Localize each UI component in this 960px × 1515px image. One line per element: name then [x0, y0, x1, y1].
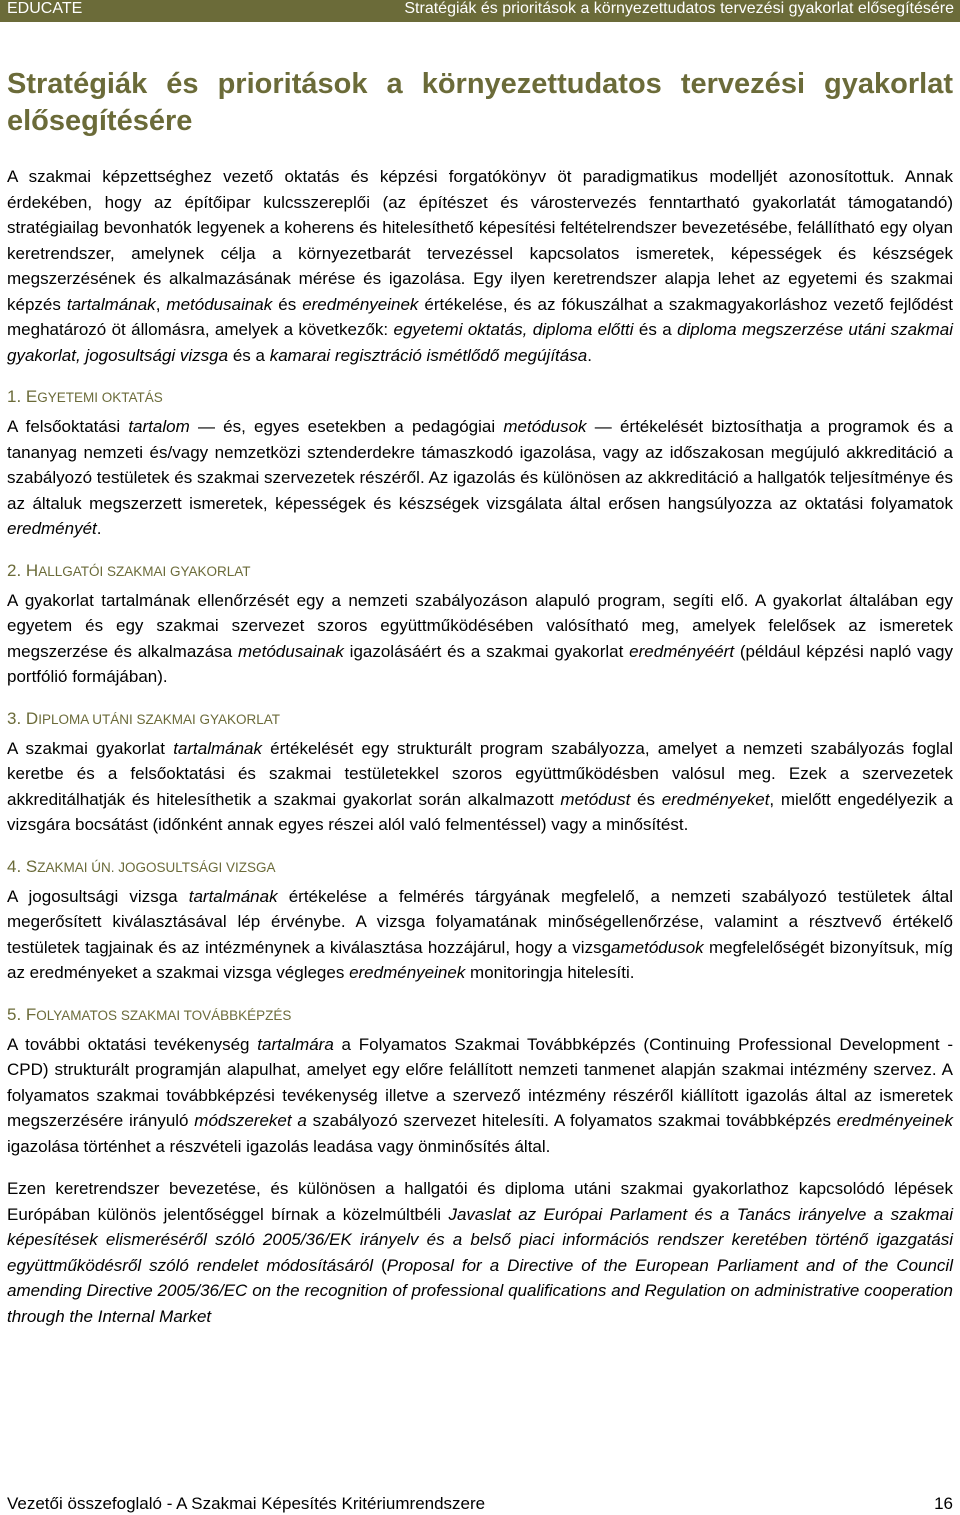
- text-run: Ezen keretrendszer bevezetése, és különösen a hallgatói és diploma utáni szakmai gyakorlathoz kapcsolódó lépések Európában különös jelentőséggel bírnak a közelmúltbéli: [7, 1179, 953, 1224]
- emphasis-text: eredményeinek: [836, 1111, 953, 1130]
- text-run: A felsőoktatási: [7, 417, 129, 436]
- section-heading-text: D: [25, 708, 39, 728]
- page-title: Stratégiák és prioritások a környezettudatos tervezési gyakorlat elősegítésére: [7, 68, 953, 137]
- text-run: monitoringja hitelesíti.: [465, 963, 635, 982]
- header-org-name: EDUCATE: [7, 0, 83, 17]
- text-run: és: [272, 294, 303, 314]
- emphasis-text: Javaslat az Európai Parlament és a Tanács irányelve a szakmai képesítések elismeréséről szóló 2005/36/EK irányelv és a belső piaci információs rendszer keretében történő igazgatási együttműködésről szóló rendelet módosításáról: [7, 1204, 953, 1275]
- section-heading: [7, 856, 953, 879]
- text-run: .: [96, 519, 102, 538]
- section-heading-text: 2.: [7, 560, 26, 580]
- text-run: és a: [633, 320, 678, 339]
- emphasis-text: metódusok: [503, 417, 587, 436]
- text-run: (: [373, 1255, 387, 1275]
- text-run: és a: [228, 345, 270, 365]
- text-run: értékelése, és az fókuszálhat a szakmagyakorláshoz vezető fejlődést meghatározó öt állomásra, amelyek a következők:: [7, 294, 953, 339]
- running-header: [0, 0, 960, 22]
- section-heading: [7, 708, 953, 731]
- section-heading-text: 3.: [7, 708, 26, 728]
- emphasis-text: kamarai regisztráció ismétlődő megújítása: [269, 345, 588, 365]
- section-heading: [7, 1004, 953, 1027]
- section-heading-text: OLYAMATOS SZAKMAI TOVÁBBKÉPZÉS: [36, 1007, 292, 1023]
- text-run: A gyakorlat tartalmának ellenőrzését egy a nemzeti szabályozáson alapuló program, segíti elő. A gyakorlat általában egy egyetem és egy szakmai szervezet szoros együttműködésében valósítható meg, amelyek felelősek az ismeretek megszerzése és alkalmazása: [7, 590, 953, 661]
- section-heading-text: 4.: [7, 856, 26, 876]
- text-run: és: [630, 789, 662, 809]
- section-heading-text: GYETEMI OKTATÁS: [37, 390, 163, 405]
- text-run: igazolása történhet a részvételi igazolás leadása vagy önminősítés által.: [7, 1136, 551, 1156]
- text-run: igazolásáért és a szakmai gyakorlat: [343, 641, 630, 661]
- footer-doc-name: Vezetői összefoglaló - A Szakmai Képesítés Kritériumrendszere: [7, 1494, 486, 1513]
- section-heading-text: F: [25, 1004, 37, 1024]
- emphasis-text: metódusainak: [238, 641, 344, 661]
- header-doc-title: Stratégiák és prioritások a környezettudatos tervezési gyakorlat elősegítésére: [404, 0, 954, 17]
- emphasis-text: eredményeinek: [302, 294, 419, 314]
- text-run: , mielőtt engedélyezik a vizsgára bocsátást (időnként annak egyes részei alól való felmentéssel) vagy a minősítést.: [7, 789, 953, 834]
- text-run: megfelelőségét bizonyítsuk, míg az eredményeket a szakmai vizsga végleges: [7, 937, 954, 982]
- document-body: [7, 164, 953, 1329]
- emphasis-text: tartalmára: [257, 1034, 334, 1054]
- emphasis-text: ametódusok: [611, 937, 704, 957]
- closing-paragraph: [7, 1176, 953, 1329]
- section-heading-text: 5.: [7, 1004, 26, 1024]
- section-heading-text: JOGOSULTSÁGI VIZSGA: [118, 859, 276, 875]
- text-run: értékelését egy strukturált program szabályozza, amelyet a nemzeti szabályozás foglal keretbe és a felsőoktatási és szakmai testületekkel szoros együttműködésben valósul meg. Ezek a szervezetek akkreditálhatják és hitelesíthetik a szakmai gyakorlat során alkalmazott: [7, 738, 953, 809]
- emphasis-text: tartalmának: [188, 886, 278, 906]
- emphasis-text: tartalmának: [66, 294, 156, 314]
- section-heading-text: S: [25, 856, 38, 876]
- intro-paragraph: [7, 164, 953, 368]
- section-body: [7, 736, 953, 838]
- text-run: (például képzési napló vagy portfólió formájában).: [7, 641, 953, 686]
- section-heading-text: 1.: [7, 387, 26, 406]
- emphasis-text: eredményéért: [629, 641, 735, 661]
- text-run: értékelése a felmérés tárgyának megfelelő, a nemzeti szabályozó testületek által megerősített kiválasztásával lép érvénybe. A vizsga folyamatának minőségellenőrzése, valamint a résztvevő értékelő testületek tagjainak és az intézménynek a kiválasztása hozzájárul, hogy a vizsg: [7, 886, 953, 957]
- emphasis-text: módszereket a: [194, 1111, 307, 1130]
- section-body: [7, 884, 953, 986]
- emphasis-text: eredményét: [7, 519, 97, 538]
- section-body: [7, 414, 953, 542]
- text-run: A további oktatási tevékenység: [7, 1034, 258, 1054]
- emphasis-text: eredményeinek: [349, 963, 466, 982]
- section-heading-text: H: [25, 560, 39, 580]
- section-heading: [7, 386, 953, 409]
- text-run: szabályozó szervezet hitelesíti. A folyamatos szakmai továbbképzés: [306, 1111, 837, 1130]
- text-run: A szakmai gyakorlat: [7, 738, 174, 758]
- section-heading: [7, 560, 953, 583]
- section-body: [7, 1032, 953, 1160]
- text-run: a Folyamatos Szakmai Továbbképzés (Continuing Professional Development - CPD) strukturált programján alapulhat, amelyet egy előre felállított nemzeti tanmenet alapján szakmai intézmény szervez. A folyamatos szakmai továbbképzési tevékenység illetve a szervező intézmény részéről kiállított igazolás által az ismeretek megszerzésére irányuló: [7, 1034, 953, 1130]
- emphasis-text: eredményeket: [661, 789, 770, 809]
- emphasis-text: diploma megszerzése utáni szakmai gyakorlat, jogosultsági vizsga: [7, 320, 953, 365]
- section-heading-text: ALLGATÓI SZAKMAI GYAKORLAT: [38, 563, 251, 579]
- text-run: — és, egyes esetekben a pedagógiai: [189, 417, 504, 436]
- text-run: — értékelését biztosíthatja a programok és a tananyag nemzeti és/vagy nemzetközi sztenderdekre támaszkodó igazolása, vagy az időszakosan megújuló akkreditáció a szabályozó testületek és szakmai szervezetek részéről. Az igazolás és különösen az akkreditáció a hallgatók teljesítménye és az általuk megszerzett ismeretek, képességek és készségek vizsgálata által erősen hangsúlyozza az oktatási folyamatok: [7, 417, 954, 513]
- sections: [7, 386, 953, 1159]
- section-heading-text: IPLOMA UTÁNI SZAKMAI GYAKORLAT: [38, 711, 280, 727]
- emphasis-text: Proposal for a Directive of the European Parliament and of the Council amending Directive 2005/36/EC on the recognition of professional qualifications and Regulation on administrative cooperation through the Internal Market: [7, 1255, 953, 1326]
- emphasis-text: egyetemi oktatás, diploma előtti: [393, 320, 634, 339]
- emphasis-text: metódusainak: [166, 294, 273, 314]
- text-run: A jogosultsági vizsga: [7, 886, 189, 906]
- text-run: .: [587, 345, 592, 365]
- section-heading-text: ZAKMAI ÚN.: [37, 859, 119, 875]
- page-number: 16: [934, 1494, 953, 1513]
- text-run: A szakmai képzettséghez vezető oktatás és képzési forgatókönyv öt paradigmatikus modelljét azonosítottuk. Annak érdekében, hogy az építőipar kulcsszereplői (az építészet és várostervezés fenntartható gyakorlatát támogatandó) stratégiailag bevonhatók legyenek a koherens és hitelesíthető képesítési feltételrendszer bevezetésébe, felállítható egy olyan keretrendszer, amelynek célja a környezetbarát tervezéssel kapcsolatos ismeretek, képességek és készségek megszerzésének és alkalmazásának mérése és igazolása. Egy ilyen keretrendszer alapja lehet az egyetemi és szakmai képzés: [7, 167, 953, 314]
- emphasis-text: tartalom: [128, 417, 190, 436]
- section-heading-text: E: [25, 387, 38, 406]
- emphasis-text: metódust: [560, 789, 631, 809]
- emphasis-text: tartalmának: [173, 738, 263, 758]
- text-run: ,: [155, 294, 167, 314]
- section-body: [7, 588, 953, 690]
